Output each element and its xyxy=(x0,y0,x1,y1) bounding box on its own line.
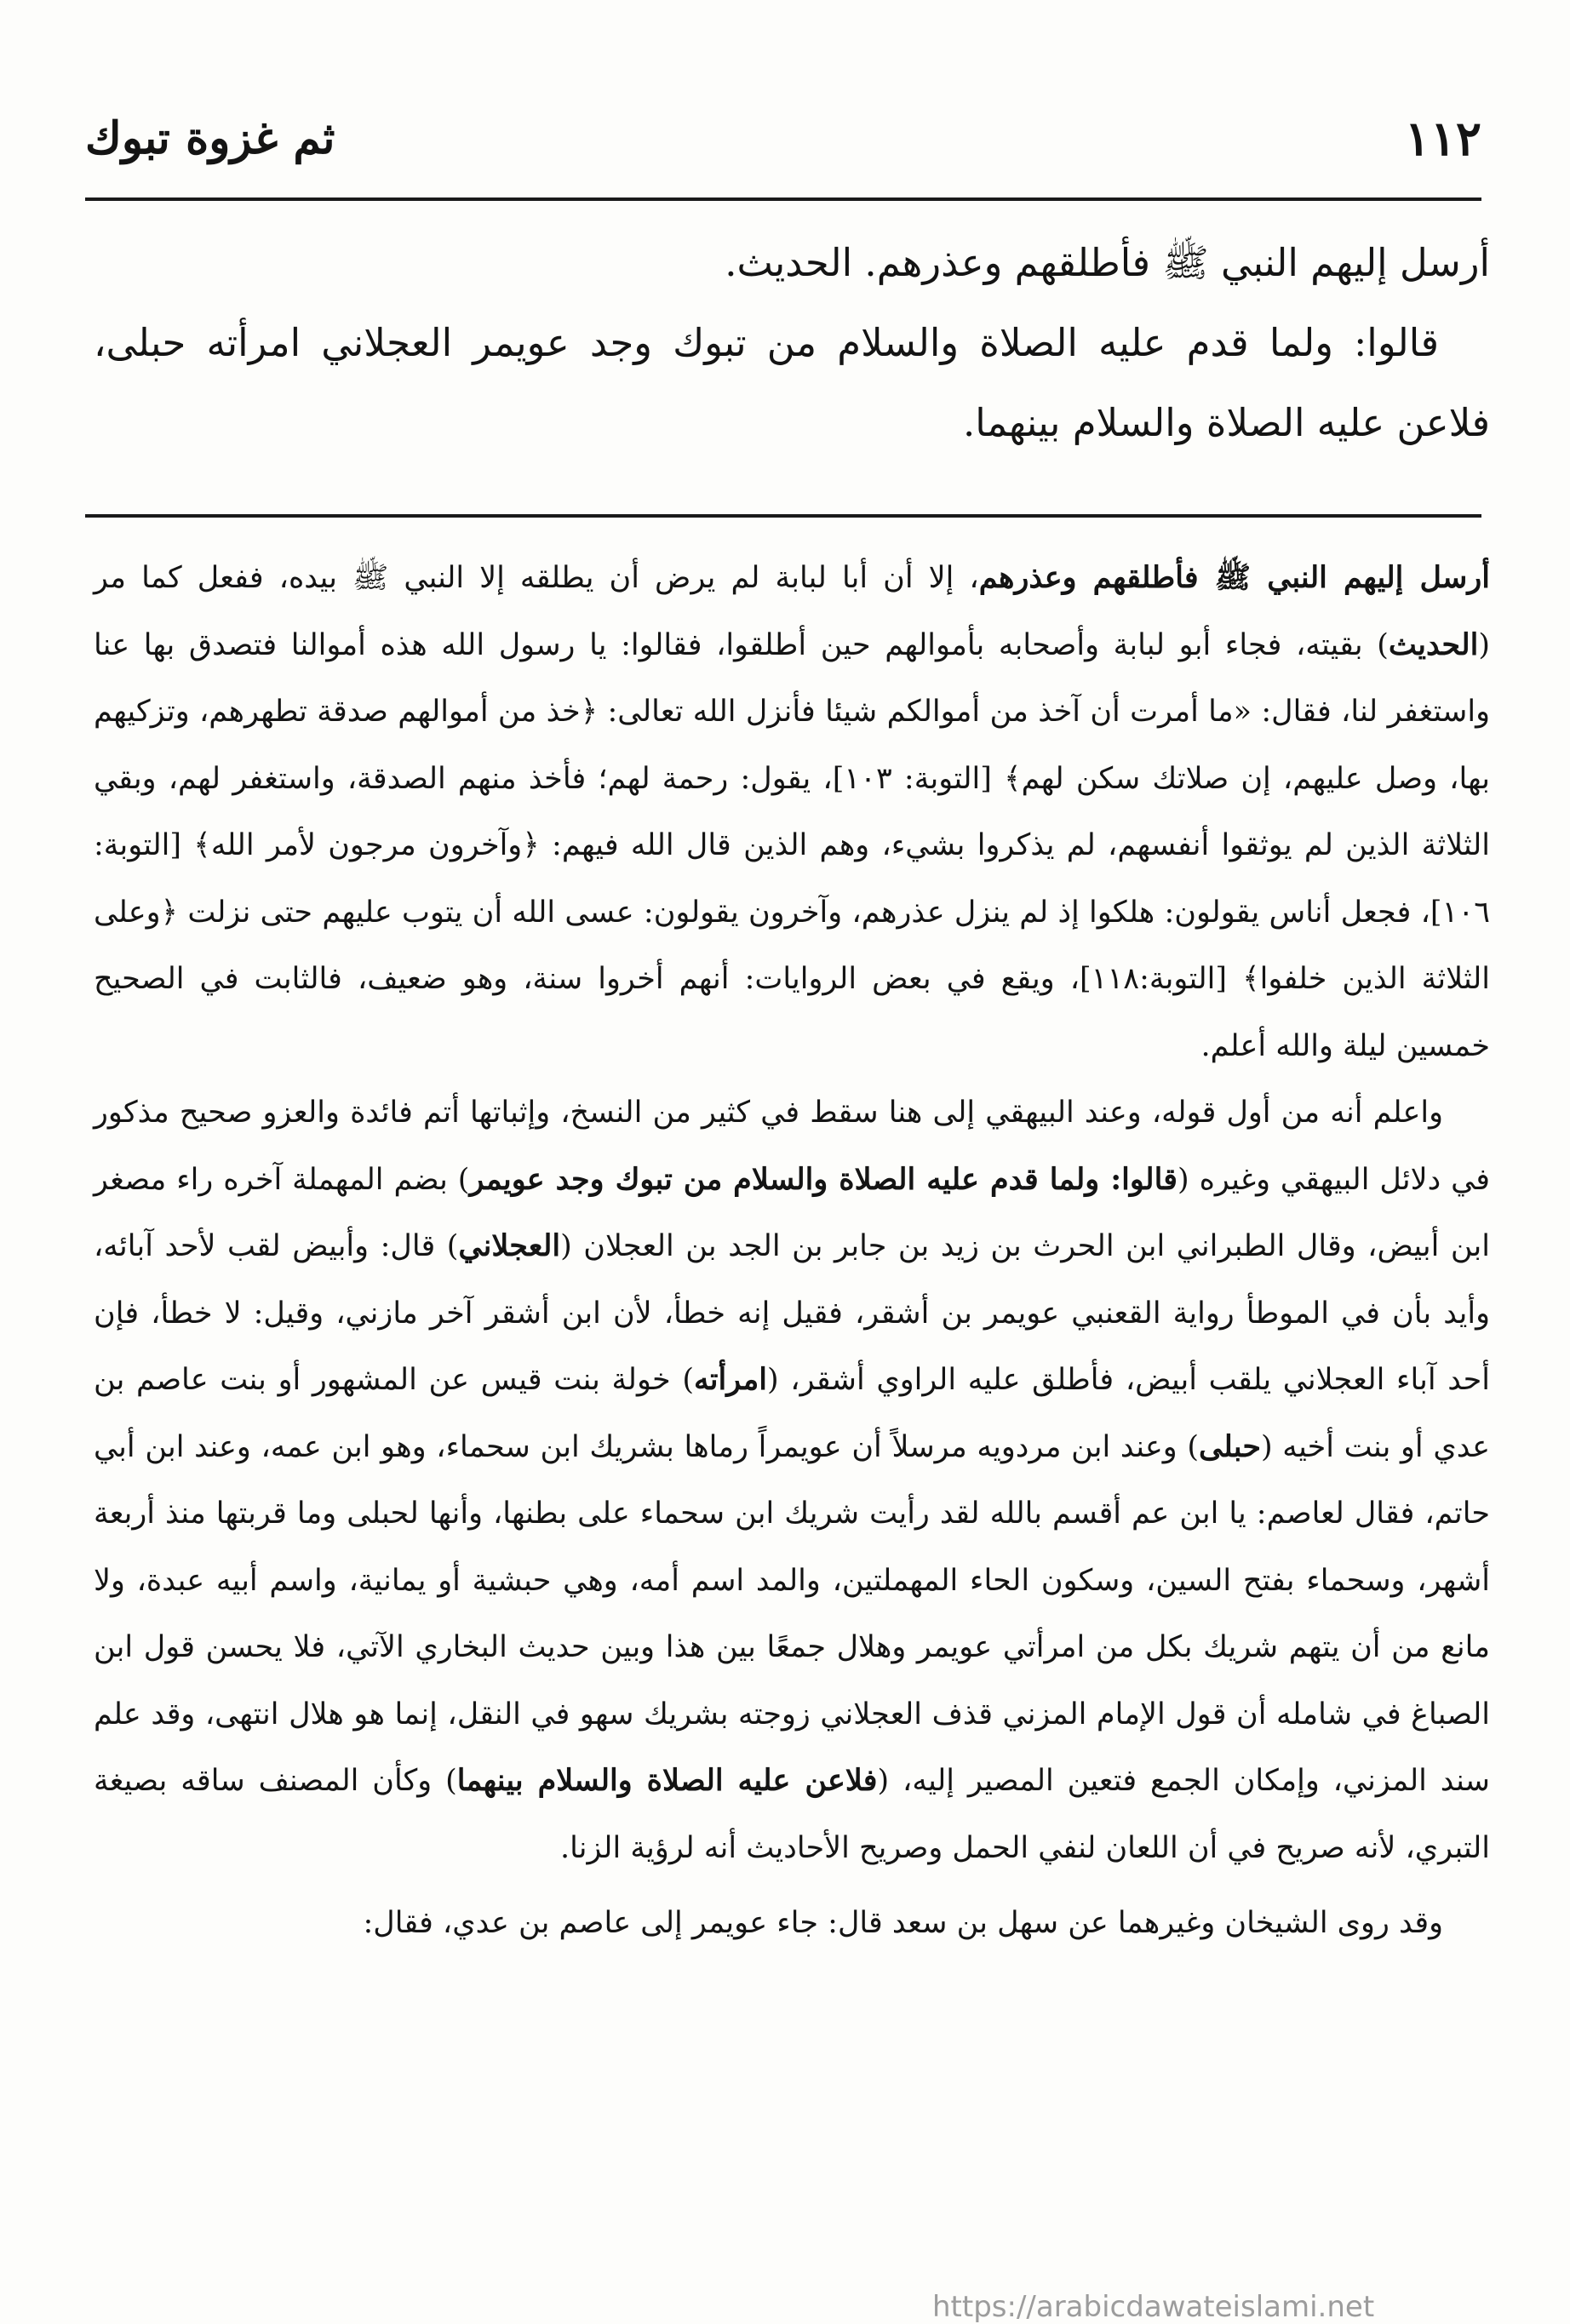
quoted-text: العجلاني xyxy=(458,1228,561,1263)
commentary-paragraph xyxy=(94,545,1490,1079)
commentary-text-run: ) خولة بنت قيس عن المشهور أو بنت عاصم بن عدي أو بنت أخيه ( xyxy=(94,1363,1490,1464)
page-header xyxy=(85,111,1481,187)
main-paragraph: أرسل إليهم النبي ﷺ فأطلقهم وعذرهم. الحديث. xyxy=(725,240,1490,285)
quoted-text: الحديث xyxy=(1388,627,1479,662)
commentary-paragraph xyxy=(94,1079,1490,1881)
commentary-paragraph: وقد روى الشيخان وغيرهما عن سهل بن سعد قال: جاء عويمر إلى عاصم بن عدي، فقال: xyxy=(363,1906,1443,1940)
commentary-text-run: ) وعند ابن مردويه مرسلاً أن عويمراً رماها بشريك ابن سحماء، وهو ابن عمه، وعند ابن أبي حاتم، فقال لعاصم: يا ابن عم أقسم بالله لقد رأيت شريك ابن سحماء على بطنها، وأنها لحبلى وما قربتها منذ أربعة أشهر، وسحماء بفتح السين، وسكون الحاء المهملتين، والمد اسم أمه، وهي حبشية أو يمانية، واسم أبيه عبدة، ولا مانع من أن يتهم شريك بكل من امرأتي عويمر وهلال جمعًا بين هذا وبين حديث البخاري الآتي، فلا يحسن قول ابن الصباغ في شامله أن قول الإمام المزني قذف العجلاني زوجته بشريك سهو في النقل، إنما هو هلال انتهى، وقد علم سند المزني، وإمكان الجمع فتعين المصير إليه، ( xyxy=(94,1429,1490,1798)
watermark-url: https://arabicdawateislami.net xyxy=(932,2290,1375,2324)
commentary-text-run: ) وكأن المصنف ساقه بصيغة التبري، لأنه صريح في أن اللعان لنفي الحمل وصريح الأحاديث أنه لرؤية الزنا. xyxy=(94,1764,1490,1865)
header-rule xyxy=(85,197,1481,201)
main-paragraph: قالوا: ولما قدم عليه الصلاة والسلام من تبوك وجد عويمر العجلاني امرأته حبلى، فلاعن عليه الصلاة والسلام بينهما. xyxy=(94,320,1490,445)
commentary-text-run: ) بضم المهملة آخره راء مصغر ابن أبيض، وقال الطبراني ابن الحرث بن زيد بن جابر بن الجد بن العجلان ( xyxy=(94,1162,1491,1263)
commentary-text-run: واعلم أنه من أول قوله، وعند البيهقي إلى هنا سقط في كثير من النسخ، وإثباتها أتم فائدة والعزو صحيح مذكور في دلائل البيهقي وغيره ( xyxy=(94,1096,1490,1197)
quoted-text: حبلى xyxy=(1199,1428,1261,1464)
commentary-text-run: ) قال: وأبيض لقب لأحد آبائه، وأيد بأن في الموطأ رواية القعنبي عويمر بن أشقر، فقيل إنه خطأ، لأن ابن أشقر آخر مازني، وقيل: لا خطأ، فإن أحد آباء العجلاني يلقب أبيض، فأطلق عليه الراوي أشقر، ( xyxy=(94,1229,1491,1397)
quoted-text: فلاعن عليه الصلاة والسلام بينهما xyxy=(456,1763,878,1798)
running-title: ثم غزوة تبوك xyxy=(85,112,335,164)
page-number: ١١٢ xyxy=(1404,111,1481,167)
commentary-text-run: ، إلا أن أبا لبابة لم يرض أن يطلقه إلا النبي ﷺ بيده، ففعل كما مر ( xyxy=(94,561,1490,662)
footnote-separator xyxy=(85,514,1481,518)
commentary-text xyxy=(94,545,1490,1957)
commentary-text-run: ) بقيته، فجاء أبو لبابة وأصحابه بأموالهم حين أطلقوا، فقالوا: يا رسول الله هذه أموالنا فتصدق بها عنا واستغفر لنا، فقال: «ما أمرت أن آخذ من أموالكم شيئا فأنزل الله تعالى: ﴿خذ من أموالهم صدقة تطهرهم، وتزكيهم بها، وصل عليهم، إن صلاتك سكن لهم﴾ [التوبة: ١٠٣]، يقول: رحمة لهم؛ فأخذ منهم الصدقة، واستغفر لهم، وبقي الثلاثة الذين لم يوثقوا أنفسهم، لم يذكروا بشيء، وهم الذين قال الله فيهم: ﴿وآخرون مرجون لأمر الله﴾ [التوبة: ١٠٦]، فجعل أناس يقولون: هلكوا إذ لم ينزل عذرهم، وآخرون يقولون: عسى الله أن يتوب عليهم حتى نزلت ﴿وعلى الثلاثة الذين خلفوا﴾ [التوبة:١١٨]، ويقع في بعض الروايات: أنهم أخروا سنة، وهو ضعيف، فالثابت في الصحيح خمسين ليلة والله أعلم. xyxy=(94,627,1490,1063)
quoted-text: امرأته xyxy=(693,1362,767,1397)
quoted-text: أرسل إليهم النبي ﷺ فأطلقهم وعذرهم xyxy=(978,560,1490,595)
quoted-text: قالوا: ولما قدم عليه الصلاة والسلام من تبوك وجد عويمر xyxy=(469,1161,1178,1197)
main-text xyxy=(94,223,1490,463)
